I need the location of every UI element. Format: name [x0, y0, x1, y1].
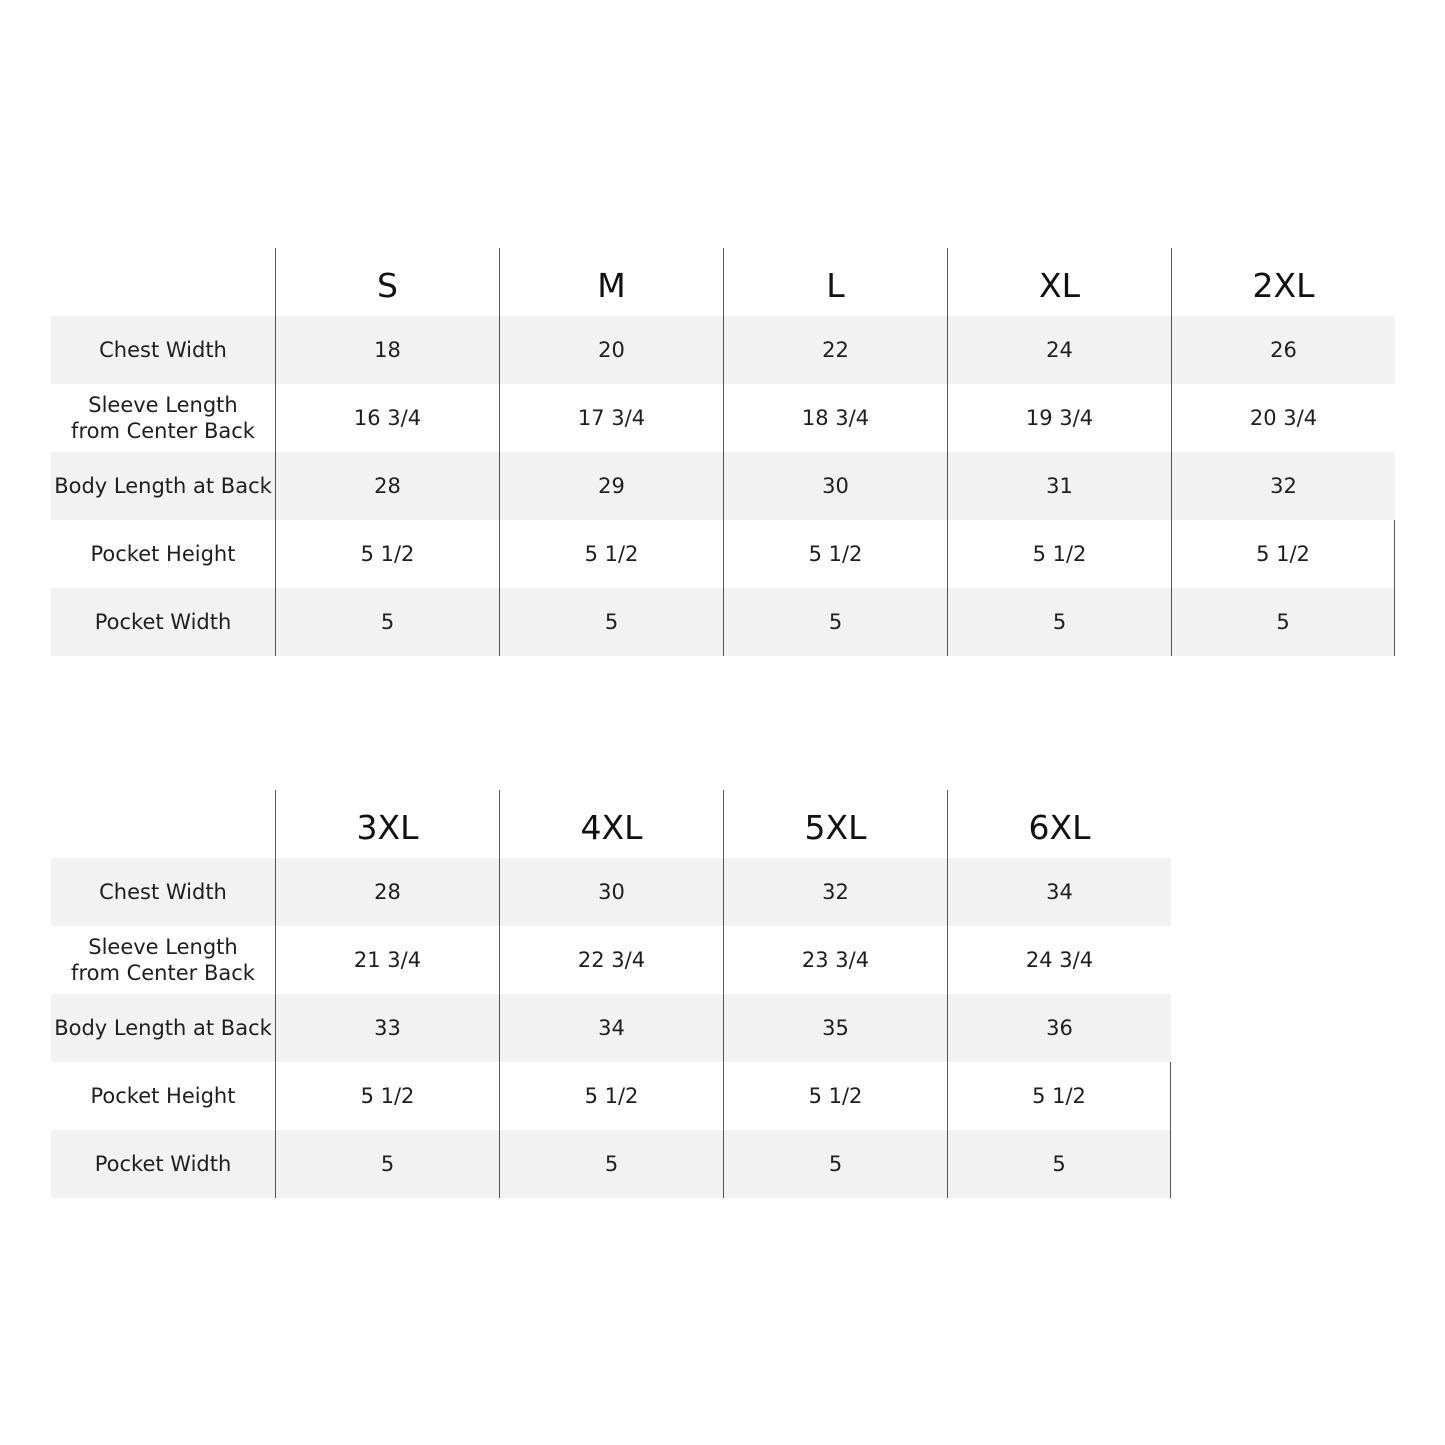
measurement-value: 36	[947, 994, 1171, 1062]
measurement-label: Sleeve Length from Center Back	[71, 935, 255, 985]
size-header: 5XL	[723, 790, 947, 858]
measurement-value: 5 1/2	[723, 1062, 947, 1130]
measurement-value: 35	[723, 994, 947, 1062]
header-corner	[51, 248, 275, 316]
measurement-value: 5 1/2	[275, 520, 499, 588]
measurement-value: 34	[947, 858, 1171, 926]
size-header: XL	[947, 248, 1171, 316]
measurement-value: 5	[275, 1130, 499, 1198]
measurement-value: 5 1/2	[1171, 520, 1395, 588]
measurement-value: 20 3/4	[1171, 384, 1395, 452]
measurement-value: 28	[275, 858, 499, 926]
measurement-value: 5	[947, 1130, 1171, 1198]
measurement-value: 5	[723, 1130, 947, 1198]
measurement-value: 30	[723, 452, 947, 520]
measurement-value: 23 3/4	[723, 926, 947, 994]
size-chart-table-1	[51, 248, 1395, 656]
measurement-label: Pocket Width	[51, 1130, 275, 1198]
size-header: 3XL	[275, 790, 499, 858]
size-header: L	[723, 248, 947, 316]
header-corner	[51, 790, 275, 858]
measurement-value: 5 1/2	[499, 520, 723, 588]
measurement-value: 5	[499, 1130, 723, 1198]
measurement-value: 32	[1171, 452, 1395, 520]
measurement-label: Body Length at Back	[51, 452, 275, 520]
size-chart-table-2	[51, 790, 1171, 1198]
measurement-value: 20	[499, 316, 723, 384]
measurement-value: 5	[723, 588, 947, 656]
measurement-label: Chest Width	[51, 858, 275, 926]
measurement-value: 34	[499, 994, 723, 1062]
measurement-value: 19 3/4	[947, 384, 1171, 452]
measurement-value: 30	[499, 858, 723, 926]
measurement-value: 26	[1171, 316, 1395, 384]
size-header: 2XL	[1171, 248, 1395, 316]
measurement-label: Pocket Width	[51, 588, 275, 656]
measurement-value: 29	[499, 452, 723, 520]
measurement-value: 17 3/4	[499, 384, 723, 452]
measurement-value: 16 3/4	[275, 384, 499, 452]
measurement-value: 18 3/4	[723, 384, 947, 452]
measurement-value: 5 1/2	[723, 520, 947, 588]
measurement-value: 33	[275, 994, 499, 1062]
measurement-value: 5 1/2	[947, 520, 1171, 588]
measurement-value: 5 1/2	[275, 1062, 499, 1130]
measurement-value: 5	[1171, 588, 1395, 656]
measurement-value: 18	[275, 316, 499, 384]
measurement-value: 31	[947, 452, 1171, 520]
size-header: S	[275, 248, 499, 316]
measurement-value: 5	[499, 588, 723, 656]
size-header: 4XL	[499, 790, 723, 858]
measurement-label: Body Length at Back	[51, 994, 275, 1062]
measurement-value: 28	[275, 452, 499, 520]
measurement-value: 5 1/2	[947, 1062, 1171, 1130]
size-header: 6XL	[947, 790, 1171, 858]
measurement-value: 24	[947, 316, 1171, 384]
measurement-value: 21 3/4	[275, 926, 499, 994]
measurement-label: Pocket Height	[90, 542, 236, 566]
measurement-value: 5	[275, 588, 499, 656]
measurement-value: 24 3/4	[947, 926, 1171, 994]
measurement-label: Sleeve Length from Center Back	[71, 393, 255, 443]
measurement-value: 22 3/4	[499, 926, 723, 994]
measurement-value: 32	[723, 858, 947, 926]
size-header: M	[499, 248, 723, 316]
measurement-value: 5 1/2	[499, 1062, 723, 1130]
measurement-label: Pocket Height	[90, 1084, 236, 1108]
measurement-value: 5	[947, 588, 1171, 656]
measurement-label: Chest Width	[51, 316, 275, 384]
measurement-value: 22	[723, 316, 947, 384]
